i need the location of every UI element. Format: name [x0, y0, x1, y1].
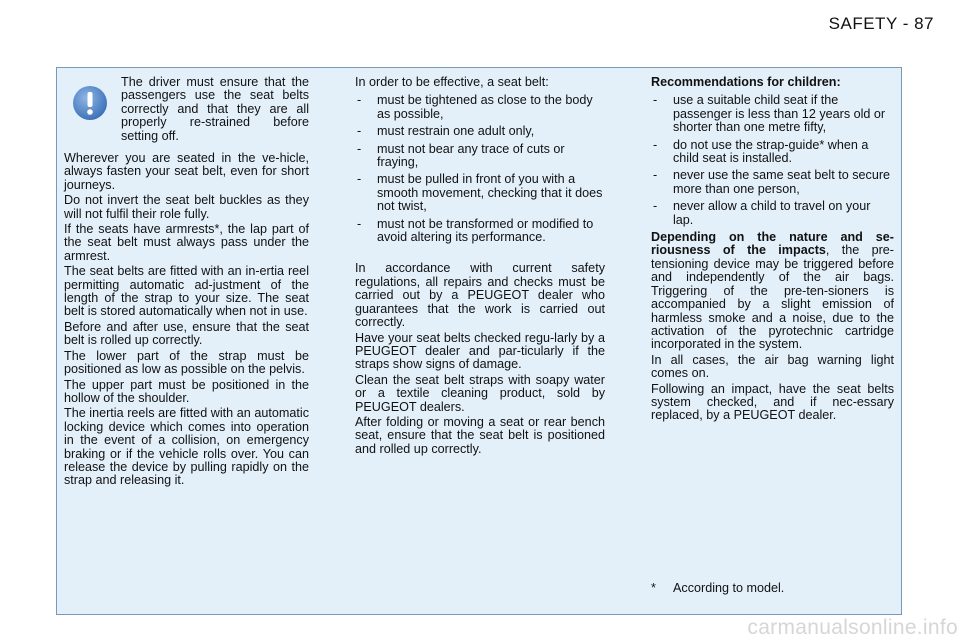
footnote-text: According to model.: [673, 581, 785, 595]
paragraph: Following an impact, have the seat belts system checked, and if nec-essary replaced, by a PEUGEOT dealer.: [651, 381, 894, 423]
paragraph: The upper part must be positioned in the hollow of the shoulder.: [64, 377, 309, 405]
paragraph: Before and after use, ensure that the seat belt is rolled up correctly.: [64, 319, 309, 348]
list-intro: In order to be effective, a seat belt:: [355, 75, 549, 89]
page-header: SAFETY - 87: [828, 14, 934, 33]
list-item: - must not be transformed or modified to avoid altering its performance.: [355, 218, 605, 245]
list-item: - must restrain one adult only,: [355, 125, 605, 138]
list-item: - never use the same seat belt to secure more than one person,: [651, 169, 894, 196]
paragraph: In all cases, the air bag warning light comes on.: [651, 352, 894, 381]
middle-column: [355, 76, 605, 458]
paragraph: Have your seat belts checked regu-larly by a PEUGEOT dealer and par-ticularly if the straps show signs of damage.: [355, 330, 605, 372]
content-panel: [56, 67, 902, 615]
paragraph: The inertia reels are fitted with an automatic locking device which comes into operation in the event of a collision, on emergency braking or if the vehicle rolls over. You can release the device by pulling rapidly on the strap and releasing it.: [64, 406, 309, 488]
paragraph: Do not invert the seat belt buckles as they will not fulfil their role fully.: [64, 193, 309, 221]
footnote-marker: *: [651, 581, 656, 595]
paragraph: After folding or moving a seat or rear bench seat, ensure that the seat belt is positioned and rolled up correctly.: [355, 414, 605, 456]
impact-text: , the pre-tensioning device may be triggered before and independently of the air bags. Triggering of the pre-ten-sioners is accompanied by a slight emission of harmless smoke and a noise, due to the activation of the pyrotechnic cartridge incorporated in the system.: [651, 243, 894, 352]
impact-paragraph: [651, 231, 894, 352]
watermark: carmanualsonline.info: [747, 616, 958, 639]
footnote: [651, 581, 891, 595]
paragraph: The lower part of the strap must be positioned as low as possible on the pelvis.: [64, 348, 309, 377]
list-item: - never allow a child to travel on your lap.: [651, 200, 894, 227]
exclamation-icon: [72, 85, 108, 121]
warning-block: [64, 76, 309, 150]
belt-requirements-list: [355, 94, 605, 244]
right-column: [651, 76, 894, 425]
paragraph: Clean the seat belt straps with soapy water or a textile cleaning product, sold by PEUGEOT dealers.: [355, 372, 605, 414]
paragraph: If the seats have armrests*, the lap part of the seat belt must always pass under the armrest.: [64, 222, 309, 263]
spacer: [355, 248, 605, 262]
children-recommendations-list: [651, 94, 894, 227]
list-item: - must be pulled in front of you with a smooth movement, checking that it does not twist,: [355, 173, 605, 213]
paragraph: The seat belts are fitted with an in-ertia reel permitting automatic ad-justment of the length of the strap to your size. The seat belt is stored automatically when not in use.: [64, 264, 309, 319]
list-item: - do not use the strap-guide* when a child seat is installed.: [651, 139, 894, 166]
list-item: - use a suitable child seat if the passenger is less than 12 years old or shorter than one metre fifty,: [651, 94, 894, 134]
left-column: [64, 76, 309, 490]
list-item: - must not bear any trace of cuts or fraying,: [355, 143, 605, 170]
paragraph: In accordance with current safety regulations, all repairs and checks must be carried out by a PEUGEOT dealer who guarantees that the work is carried out correctly.: [355, 261, 605, 330]
children-heading: Recommendations for children:: [651, 75, 841, 89]
paragraph: Wherever you are seated in the ve-hicle, always fasten your seat belt, even for short journeys.: [64, 151, 309, 192]
impact-bold-text: Depending on the nature and se-riousness of the impacts: [651, 230, 894, 258]
warning-text: The driver must ensure that the passengers use the seat belts correctly and that they are all properly re-strained before setting off.: [121, 75, 309, 143]
list-item: - must be tightened as close to the body as possible,: [355, 94, 605, 121]
